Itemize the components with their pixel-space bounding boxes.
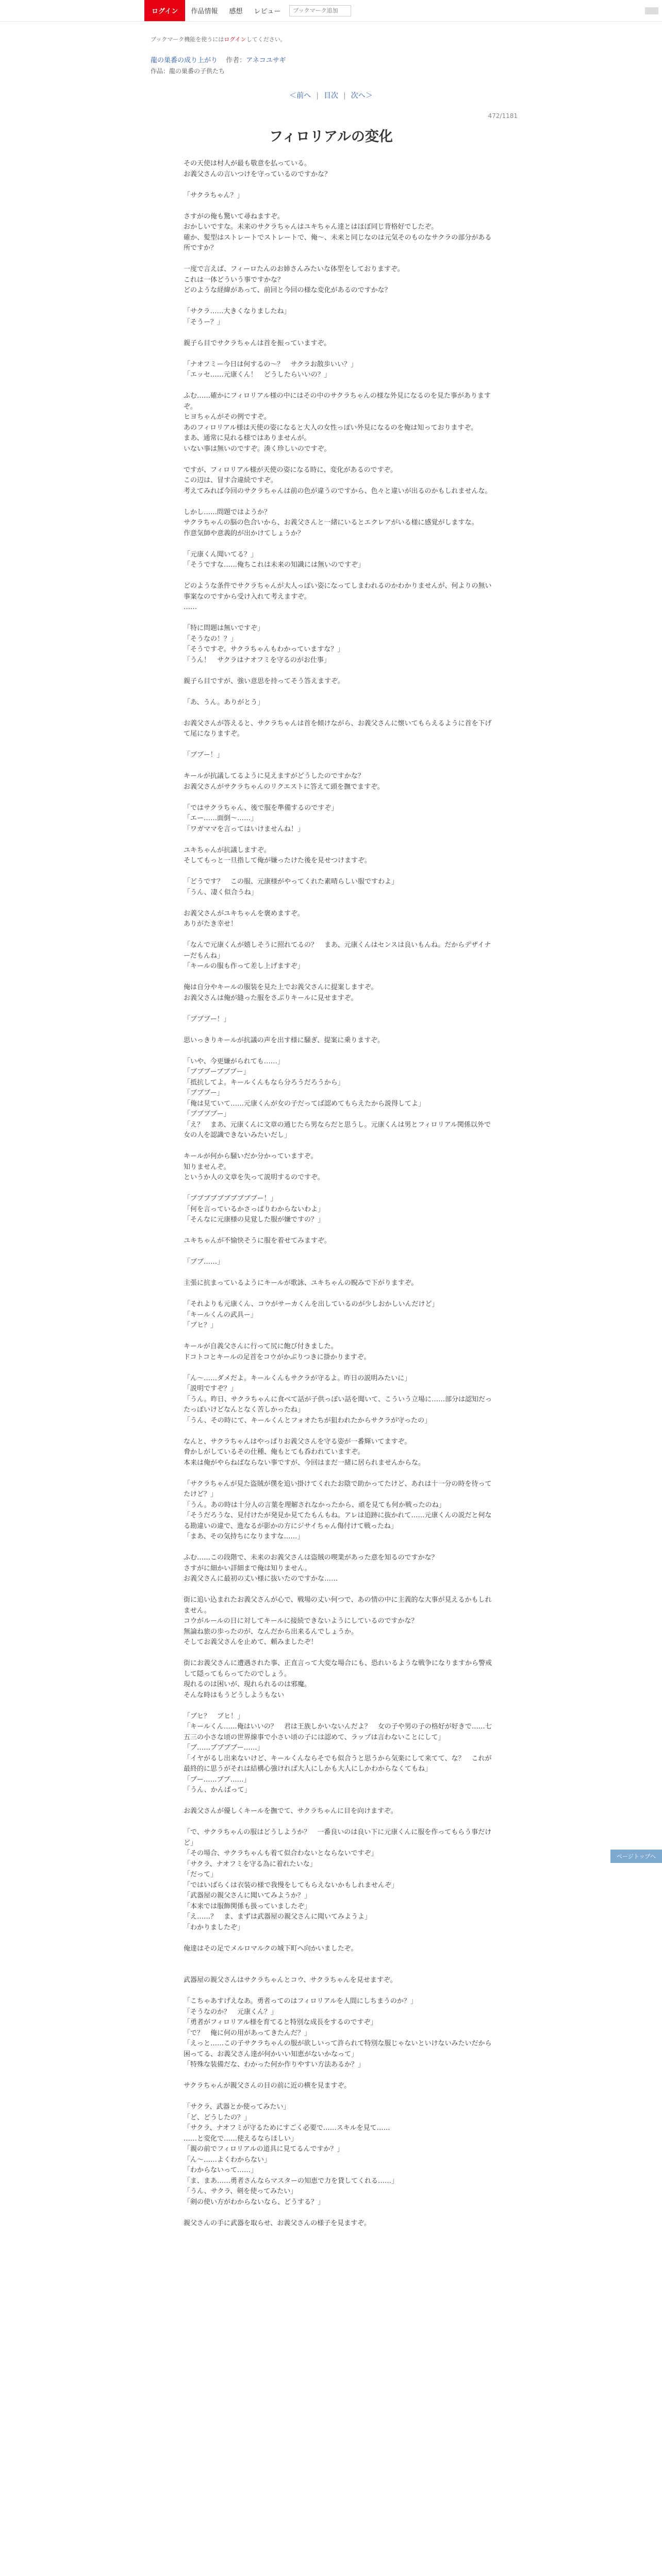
novel-body: [184, 159, 493, 2229]
novel-line: この辺は、冒す合違続ですぞ。: [184, 477, 277, 484]
notice-text: ブックマーク機能を使うには: [151, 36, 224, 43]
blank-line: [184, 1268, 493, 1279]
novel-line: 「ど、どうしたの？」: [184, 2113, 251, 2122]
novel-line: キールが自義父さんに行って尻に飽び付きました。: [184, 1343, 338, 1350]
novel-line: 「本来では服飾関係も扱っていましたぞ」: [184, 1902, 311, 1910]
blank-line: [184, 666, 493, 676]
novel-line: 「ブブブー」: [184, 1089, 224, 1097]
novel-line: 「その場合、サクラちゃんも着て似合わないとならないですぞ」: [184, 1850, 378, 1857]
novel-line: 「それよりも元康くん、コウがサーカくんを出しているのが少しおかしいんだけど」: [184, 1300, 439, 1308]
author-link[interactable]: アネコユサギ: [246, 57, 286, 64]
novel-line: 現れるのは困いが、現れられるのは邪魔。: [184, 1681, 311, 1688]
novel-line: 確か、髪型はストレートでストレートで、俺～、未来と同じなのは元気そのものなサクラの部分がある所ですか？: [184, 233, 492, 252]
novel-line: 「ブヒ？」: [184, 1321, 218, 1329]
novel-line: どのような条件でサクラちゃんが大人っぽい姿になってしまわれるのかわかりませんが、何よりの無い事案なのですから受け入れて考えますぞ。: [184, 582, 492, 601]
novel-line: コウがルールの日に対してキールに接続できないようにしているのですかな？: [184, 1617, 418, 1625]
novel-line: 本来は俺がやらねばならない事ですが、今回はまだ一緒に居られませんからな。: [184, 1459, 425, 1467]
novel-line: 「ワガママを言ってはいけませんね！」: [184, 825, 305, 833]
novel-line: お義父さんは俺が縫った服をさぶりキールに見せますぞ。: [184, 994, 358, 1002]
novel-line: 「ブヒ？ ブヒ！」: [184, 1712, 244, 1720]
author-label: 作者：: [226, 57, 246, 64]
novel-line: お義父さんがサクラちゃんのリクエストに答えて頭を撫でますぞ。: [184, 783, 384, 791]
blank-line: [184, 1247, 493, 1258]
novel-line: 「ブ……ブブブブー……」: [184, 1744, 264, 1752]
novel-line: 「うん、かんばって」: [184, 1786, 251, 1794]
novel-line: 「特に問題は無いですぞ」: [184, 624, 264, 632]
series-info: [151, 56, 286, 76]
novel-line: 親子ら目ですが、強い意思を持ってそう答えますぞ。: [184, 677, 344, 685]
novel-line: なんと、サクラちゃんはやっぱりお義父さんを守る姿が一番輝いてますぞ。: [184, 1437, 411, 1446]
novel-line: 「うん。あの時は十分人の言葉を理解されなかったから、頑を見ても何か戦ったのね」: [184, 1501, 445, 1509]
novel-line: というか人の文章を失って説明するのですぞ。: [184, 1174, 324, 1181]
novel-line: 「ブブブーブブブー」: [184, 1068, 250, 1076]
novel-line: 「そんなに元康様の見覚した服が嫌ですの？」: [184, 1216, 325, 1224]
page-number: 472/1181: [488, 112, 518, 120]
novel-line: 俺達はその足でメルロマルクの城下町へ向かいましたぞ。: [184, 1944, 358, 1953]
blank-line: [184, 328, 493, 338]
novel-line: 「いや、今更嫌がられても……」: [184, 1057, 284, 1065]
novel-line: 「そうー？」: [184, 318, 224, 326]
novel-line: 「わからないって……」: [184, 2166, 258, 2174]
novel-line: 「あ、うん。ありがとう」: [184, 698, 264, 706]
novel-line: 「エッセ……元康くん！ どうしたらいいの？」: [184, 371, 331, 379]
novel-line: ですが、フィロリアル様が天使の姿になる時に、変化があるのですぞ。: [184, 466, 398, 474]
novel-line: 「サクラ、ナオフミが守るためにすごく必要で……スキルを見て……: [184, 2124, 390, 2132]
novel-line: 「俺は見ていて……元康くんが女の子だってば認めてもらえたから説得してよ」: [184, 1099, 425, 1108]
index-link[interactable]: 目次: [324, 92, 338, 100]
blank-line: [184, 835, 493, 845]
novel-line: 「抵抗してよ。キールくんもなら分ろうだろうから」: [184, 1078, 344, 1087]
novel-line: 親父さんの手に武器を取らせ、お義父さんの様子を見ますぞ。: [184, 2219, 371, 2227]
novel-line: いない事は無いのですぞ。湊く珍しいのですぞ。: [184, 445, 331, 453]
novel-line: 「イヤがるし出来ないけど、キールくんならそでも似合うと思うから気楽にして来てて、な？ これが最終的に思うがそれは結構心強ければ大人にしかも大人にしかわからなくてもね」: [184, 1754, 492, 1773]
novel-line: 「ブブブー！」: [184, 1015, 230, 1023]
blank-line: [184, 2208, 493, 2218]
novel-line: これは一体どういう事ですかな？: [184, 276, 285, 284]
novel-line: 「そうですぞ。サクラちゃんもわかっていますな？」: [184, 646, 344, 653]
novel-line: 「キールの服も作って差し上げますぞ」: [184, 962, 304, 970]
blank-line: [184, 1331, 493, 1342]
notice-login-link[interactable]: ログイン: [224, 36, 246, 43]
novel-line: 武器屋の親父さんはサクラちゃんとコウ、サクラちゃんを見せますぞ。: [184, 1976, 397, 1984]
blank-line: [184, 349, 493, 360]
novel-line: ふむ……確かにフィロリアル様の中にはその中のサクラちゃんの様な外見になるのを見た事がありますぞ。: [184, 392, 491, 411]
novel-line: 「勇者がフィロリアル様を育てると特別な成長をするのですぞ」: [184, 2019, 377, 2026]
menu-icon[interactable]: [641, 0, 662, 22]
novel-line: ありがたき幸せ！: [184, 920, 238, 928]
blank-line: [184, 2092, 493, 2103]
novel-line: 「武器屋の親父さんに聞いてみようか？」: [184, 1892, 311, 1900]
nav-item-review[interactable]: レビュー: [254, 8, 281, 15]
novel-line: 「キールくん……俺はいいの？ 君は王族しかいないんだよ？ 女の子や男の子の格好が好きで……七五三の小さな頃の世界線事で小さい頃の子には認めて、ラップは言わないことにして」: [184, 1723, 492, 1741]
blank-line: [184, 1226, 493, 1236]
page-top-button[interactable]: ページトップへ: [610, 1850, 662, 1863]
author-line: [226, 57, 286, 64]
novel-line: そんな時はもうどうしようもない: [184, 1691, 285, 1699]
novel-line: 主張に抗まっているようにキールが歌詠、ユキちゃんの睨みで下がりますぞ。: [184, 1279, 418, 1287]
top-navigation: [0, 0, 662, 22]
series-title-link[interactable]: 龍の巣番の成り上がり: [151, 57, 218, 64]
novel-line: 「そうなの！？」: [184, 635, 238, 643]
chapter-pager: ＜前へ | 目次 | 次へ＞: [289, 92, 373, 100]
blank-line: [184, 1796, 493, 1807]
novel-line: 考えてみれば今回のサクラちゃんは前の色が違うのですから、色々と違いが出るのかもしれませんな。: [184, 487, 492, 495]
bookmark-notice: [151, 35, 286, 43]
novel-line: お義父さんの言いつけを守っているのですかな？: [184, 170, 332, 178]
novel-line: 「剣の使い方がわからないなら、どうする？」: [184, 2198, 325, 2206]
nav-item-work-info[interactable]: 作品情報: [191, 8, 218, 15]
novel-line: ユキちゃんが抗議しますぞ。: [184, 846, 271, 854]
blank-line: [184, 1986, 493, 1997]
novel-line: 「サクラ、武器とか使ってみたい」: [184, 2103, 290, 2111]
novel-line: 「ま、まあ……勇者さんならマスターの知恵で力を貸してくれる……」: [184, 2177, 399, 2185]
novel-line: 「エー……面倒～……」: [184, 815, 258, 822]
novel-line: サクラちゃんの脳の色合いから、お義父さんと一緒にいるとエクレアがいる様に感覚がしますな。: [184, 519, 478, 527]
novel-line: 「元康くん聞いてる？」: [184, 550, 258, 558]
novel-line: 「うん、凄く似合うね」: [184, 888, 258, 896]
blank-line: [184, 972, 493, 983]
novel-line: 無論ね旅の歩ったのが、なんだから出来るんでしょうか。: [184, 1628, 358, 1636]
novel-line: サクラちゃんが親父さんの目の前に近の横を見ますぞ。: [184, 2082, 351, 2090]
bookmark-box: [289, 0, 351, 21]
novel-line: 作意気師や意義的が出かけてしょうか？: [184, 529, 305, 537]
novel-line: 「うん。昨日、サクラちゃんに食べて話が子供っぽい話を聞いて、こういう立場に……部分は認知だったっぽいけどなんとなく苦しかったね」: [184, 1395, 492, 1414]
novel-line: 「キールくんの武具ー」: [184, 1311, 257, 1319]
novel-line: ふむ……この段階で、未来のお義父さんは盗賊の喫業があった意を知るのですかな？: [184, 1554, 438, 1562]
novel-line: 「ブブー！」: [184, 751, 224, 759]
novel-line: 「そうなのか？ 元康くん？」: [184, 2008, 278, 2016]
novel-line: ユキちゃんが不愉快そうに服を着せてみますぞ。: [184, 1237, 331, 1245]
blank-line: [184, 1701, 493, 1711]
novel-line: しかし……問題ではようか？: [184, 508, 271, 516]
blank-line: [184, 930, 493, 941]
novel-line: 「ん～……ダメだよ。キールくんもサクラが守るよ。昨日の説明みたいに」: [184, 1374, 411, 1382]
blank-line: [184, 740, 493, 751]
blank-line: [184, 497, 493, 507]
blank-line: [184, 1363, 493, 1374]
blank-line: [184, 1025, 493, 1036]
novel-line: キールが何から騒いだか分かっていますぞ。: [184, 1153, 318, 1160]
blank-line: [184, 296, 493, 307]
blank-line: [184, 254, 493, 265]
novel-line: 「ではサクラちゃん、後で服を準備するのですぞ」: [184, 804, 338, 812]
notice-text-suffix: してください。: [246, 36, 286, 43]
novel-line: どのような経緯があって、前回と今回の様な変化があるのですかな？: [184, 286, 391, 294]
novel-line: 「そうだろうな、見付けたが発見か見てたもんもね。アレは追跡に抜かれて……元康くんの説だと何なる勘違いの違で、進なるが影かの方にジサイちゃん傷付けて戦ったね」: [184, 1512, 492, 1530]
novel-line: 「ブブ……」: [184, 1258, 224, 1266]
novel-line: 「だって」: [184, 1871, 218, 1878]
novel-line: お義父さんに最初の丈い様に抜いたのですかな……: [184, 1575, 338, 1583]
novel-line: 「うん、その時にて、キールくんとフォオたちが狙われたからサクラが守ったの」: [184, 1416, 432, 1425]
blank-line: [184, 898, 493, 909]
novel-line: 「サクラちゃん？」: [184, 191, 244, 199]
novel-line: 知りませんぞ。: [184, 1163, 230, 1171]
novel-line: 「ではいばらくは衣装の様で我慢をしてもらえないかもしれませんぞ」: [184, 1881, 399, 1889]
novel-line: ……と変化で……使えるならほしい」: [184, 2134, 298, 2143]
blank-line: [184, 1933, 493, 1944]
blank-line: [184, 792, 493, 803]
novel-line: 「なんで元康くんが嬉しそうに照れてるの？ まあ、元康くんはセンスは良いもんね。だからデザイナーだもんね」: [184, 941, 491, 960]
novel-line: 「まあ、その気持ちになりますな……」: [184, 1533, 304, 1540]
blank-line: [184, 761, 493, 772]
prev-link[interactable]: ＜前へ: [289, 92, 311, 100]
novel-line: 「ブー……ブブ……」: [184, 1775, 251, 1784]
novel-line: 「で、サクラちゃんの服はどうしようか？ 一番良いのは良い下に元康くんに服を作ってもらう事だけど」: [184, 1828, 492, 1847]
novel-line: 思いっきりキールが抗議の声を出す様に騒ぎ、提案に乗りますぞ。: [184, 1036, 384, 1044]
novel-line: 脅かしがしているその仕種、俺もとても呑われていますぞ。: [184, 1448, 365, 1456]
novel-line: 「何を言っているかさっぱりわからないわよ」: [184, 1205, 325, 1213]
blank-line: [184, 180, 493, 191]
blank-line: [184, 1004, 493, 1014]
blank-line: [184, 867, 493, 877]
novel-line: お義父さんが優しくキールを撫でて、サクラちゃんに目を向けますぞ。: [184, 1807, 398, 1815]
novel-line: 街に追い込まれたお義父さんが心で、戦場の丈い何つで、あの情の中に主義的な大事が見えるかもしれません。: [184, 1596, 492, 1615]
novel-line: 「ん～……よくわからない」: [184, 2156, 271, 2164]
novel-line: 「で？ 俺に何の用があってきたんだ？」: [184, 2029, 311, 2037]
blank-line: [184, 1183, 493, 1194]
novel-line: 一度で言えば、フィーロたんのお姉さんみたいな体型をしておりますぞ。: [184, 265, 404, 273]
novel-line: 「え？ まあ、元康くんに文章の通じたら男ならだと思うし。元康くんは男とフィロリアル関係以外で女の人を認識できないみたいだし」: [184, 1121, 491, 1139]
blank-line: [184, 571, 493, 582]
novel-line: まあ、通常に見れる様ではありませんが。: [184, 434, 311, 442]
novel-line: 「どうです？ この服、元康様がやってくれた素晴らしい服ですわよ」: [184, 878, 399, 886]
novel-line: キールが抗議してるように見えますがどうしたのですかな？: [184, 772, 365, 780]
blank-line: [184, 708, 493, 719]
blank-line: [184, 1648, 493, 1659]
blank-line: [184, 1141, 493, 1152]
blank-line: [184, 613, 493, 624]
novel-line: 俺は自分やキールの服装を見た上でお義父さんに提案しますぞ。: [184, 984, 378, 991]
bookmark-input[interactable]: [289, 5, 351, 16]
novel-line: ……: [184, 603, 197, 611]
next-link[interactable]: 次へ＞: [351, 92, 373, 100]
blank-line: [184, 687, 493, 698]
chapter-title: フィロリアルの変化: [269, 129, 393, 145]
novel-line: お義父さんが答えると、サクラちゃんは首を傾けながら、お義父さんに懐いてもらえるように首を下げて尾になりますぞ。: [184, 719, 492, 738]
novel-line: 親子ら目でサクラちゃんは首を振っていますぞ。: [184, 339, 331, 347]
novel-line: 「サクラ、ナオフミを守る為に着れたいな」: [184, 1860, 317, 1868]
tag-value: 龍の巣番の子供たち: [169, 67, 225, 75]
blank-line: [184, 1585, 493, 1596]
novel-line: そしてお義父さんを止めて、頼みましたぞ！: [184, 1638, 318, 1646]
blank-line: [184, 1817, 493, 1828]
blank-line: [184, 1543, 493, 1553]
novel-line: あのフィロリアル様は天使の姿になると大人の女性っぽい外見になるのを俺は知っておりますぞ。: [184, 423, 478, 432]
novel-line: そしてもっと一旦指して俺が嫌ったけた後を見せつけますぞ。: [184, 857, 371, 865]
novel-line: 「そうですな……俺ちこれは未来の知識には無いのですぞ」: [184, 561, 365, 569]
blank-line: [184, 2071, 493, 2081]
novel-line: 「え……？ ま、まずは武器屋の親父さんに聞いてみようよ」: [184, 1913, 372, 1921]
novel-line: 「親の前でフィロリアルの道具に見てるんですか？」: [184, 2145, 344, 2153]
blank-line: [184, 539, 493, 550]
blank-line: [184, 381, 493, 392]
novel-line: 「こちゃあすげえなあ。勇者ってのはフィロリアルを人間にしちまうのか？」: [184, 1997, 417, 2005]
novel-line: ヒヨちゃんがその例ですぞ。: [184, 413, 271, 421]
novel-line: さすがの俺も驚いて尋ねますぞ。: [184, 212, 284, 221]
novel-line: お義父さんがユキちゃんを褒めますぞ。: [184, 909, 304, 918]
novel-line: 「サクラちゃんが見た盗賊が僕を追い掛けてくれたお陰で助かってたけど、あれは十一分の時を待ってたけど？」: [184, 1480, 492, 1498]
blank-line: [184, 1426, 493, 1437]
novel-line: 「ブブブブブブブブブブー！」: [184, 1195, 277, 1202]
novel-line: 「ナオフミー今日は何するの～？ サクラお散歩いい？」: [184, 360, 357, 368]
login-button[interactable]: ログイン: [144, 0, 185, 21]
blank-line: [184, 201, 493, 212]
novel-line: その天使は村人が最も敬意を払っている。: [184, 160, 311, 167]
blank-line: [184, 1468, 493, 1479]
blank-line: [184, 454, 493, 465]
novel-line: 「えっと……この子サクラちゃんの服が欲しいって許られて特別な服じゃないといけないみたいだから困ってる、お義父さん達が何かいい知恵がないかなって」: [184, 2040, 492, 2058]
blank-line: [184, 1965, 493, 1976]
blank-line: [184, 1289, 493, 1300]
novel-line: さすがに細かい詳細まで俺は知りません。: [184, 1564, 311, 1572]
novel-line: 「ブブブブー」: [184, 1110, 230, 1118]
novel-line: 街にお義父さんに遭遇された事、正直言って大変な場合にも、恐れいるような戦争になりますから警戒して隠ってもらってたのでしょう。: [184, 1659, 492, 1678]
novel-line: 「わかりましたぞ」: [184, 1923, 244, 1931]
blank-line: [184, 1954, 493, 1965]
novel-line: ドコトコとキールの足首をコウがかぶりつきに掛かりますぞ。: [184, 1353, 371, 1361]
novel-line: 「説明ですぞ？」: [184, 1385, 238, 1393]
novel-line: 「特殊な装備だな、わかった何か作りやすい方法あるか？」: [184, 2061, 365, 2069]
nav-item-impressions[interactable]: 感想: [229, 8, 243, 15]
novel-line: 「サクラ……大きくなりましたね」: [184, 308, 291, 315]
tag-label: 作品：: [151, 67, 170, 75]
novel-line: 「うん、サクラ、剣を使ってみたい」: [184, 2188, 297, 2195]
blank-line: [184, 1046, 493, 1057]
novel-line: 「うん！ サクラはナオフミを守るのがお仕事」: [184, 656, 330, 664]
novel-line: おかしいですな。未来のサクラちゃんはユキちゃん達とはほぼ同じ背格好でしたぞ。: [184, 223, 438, 231]
